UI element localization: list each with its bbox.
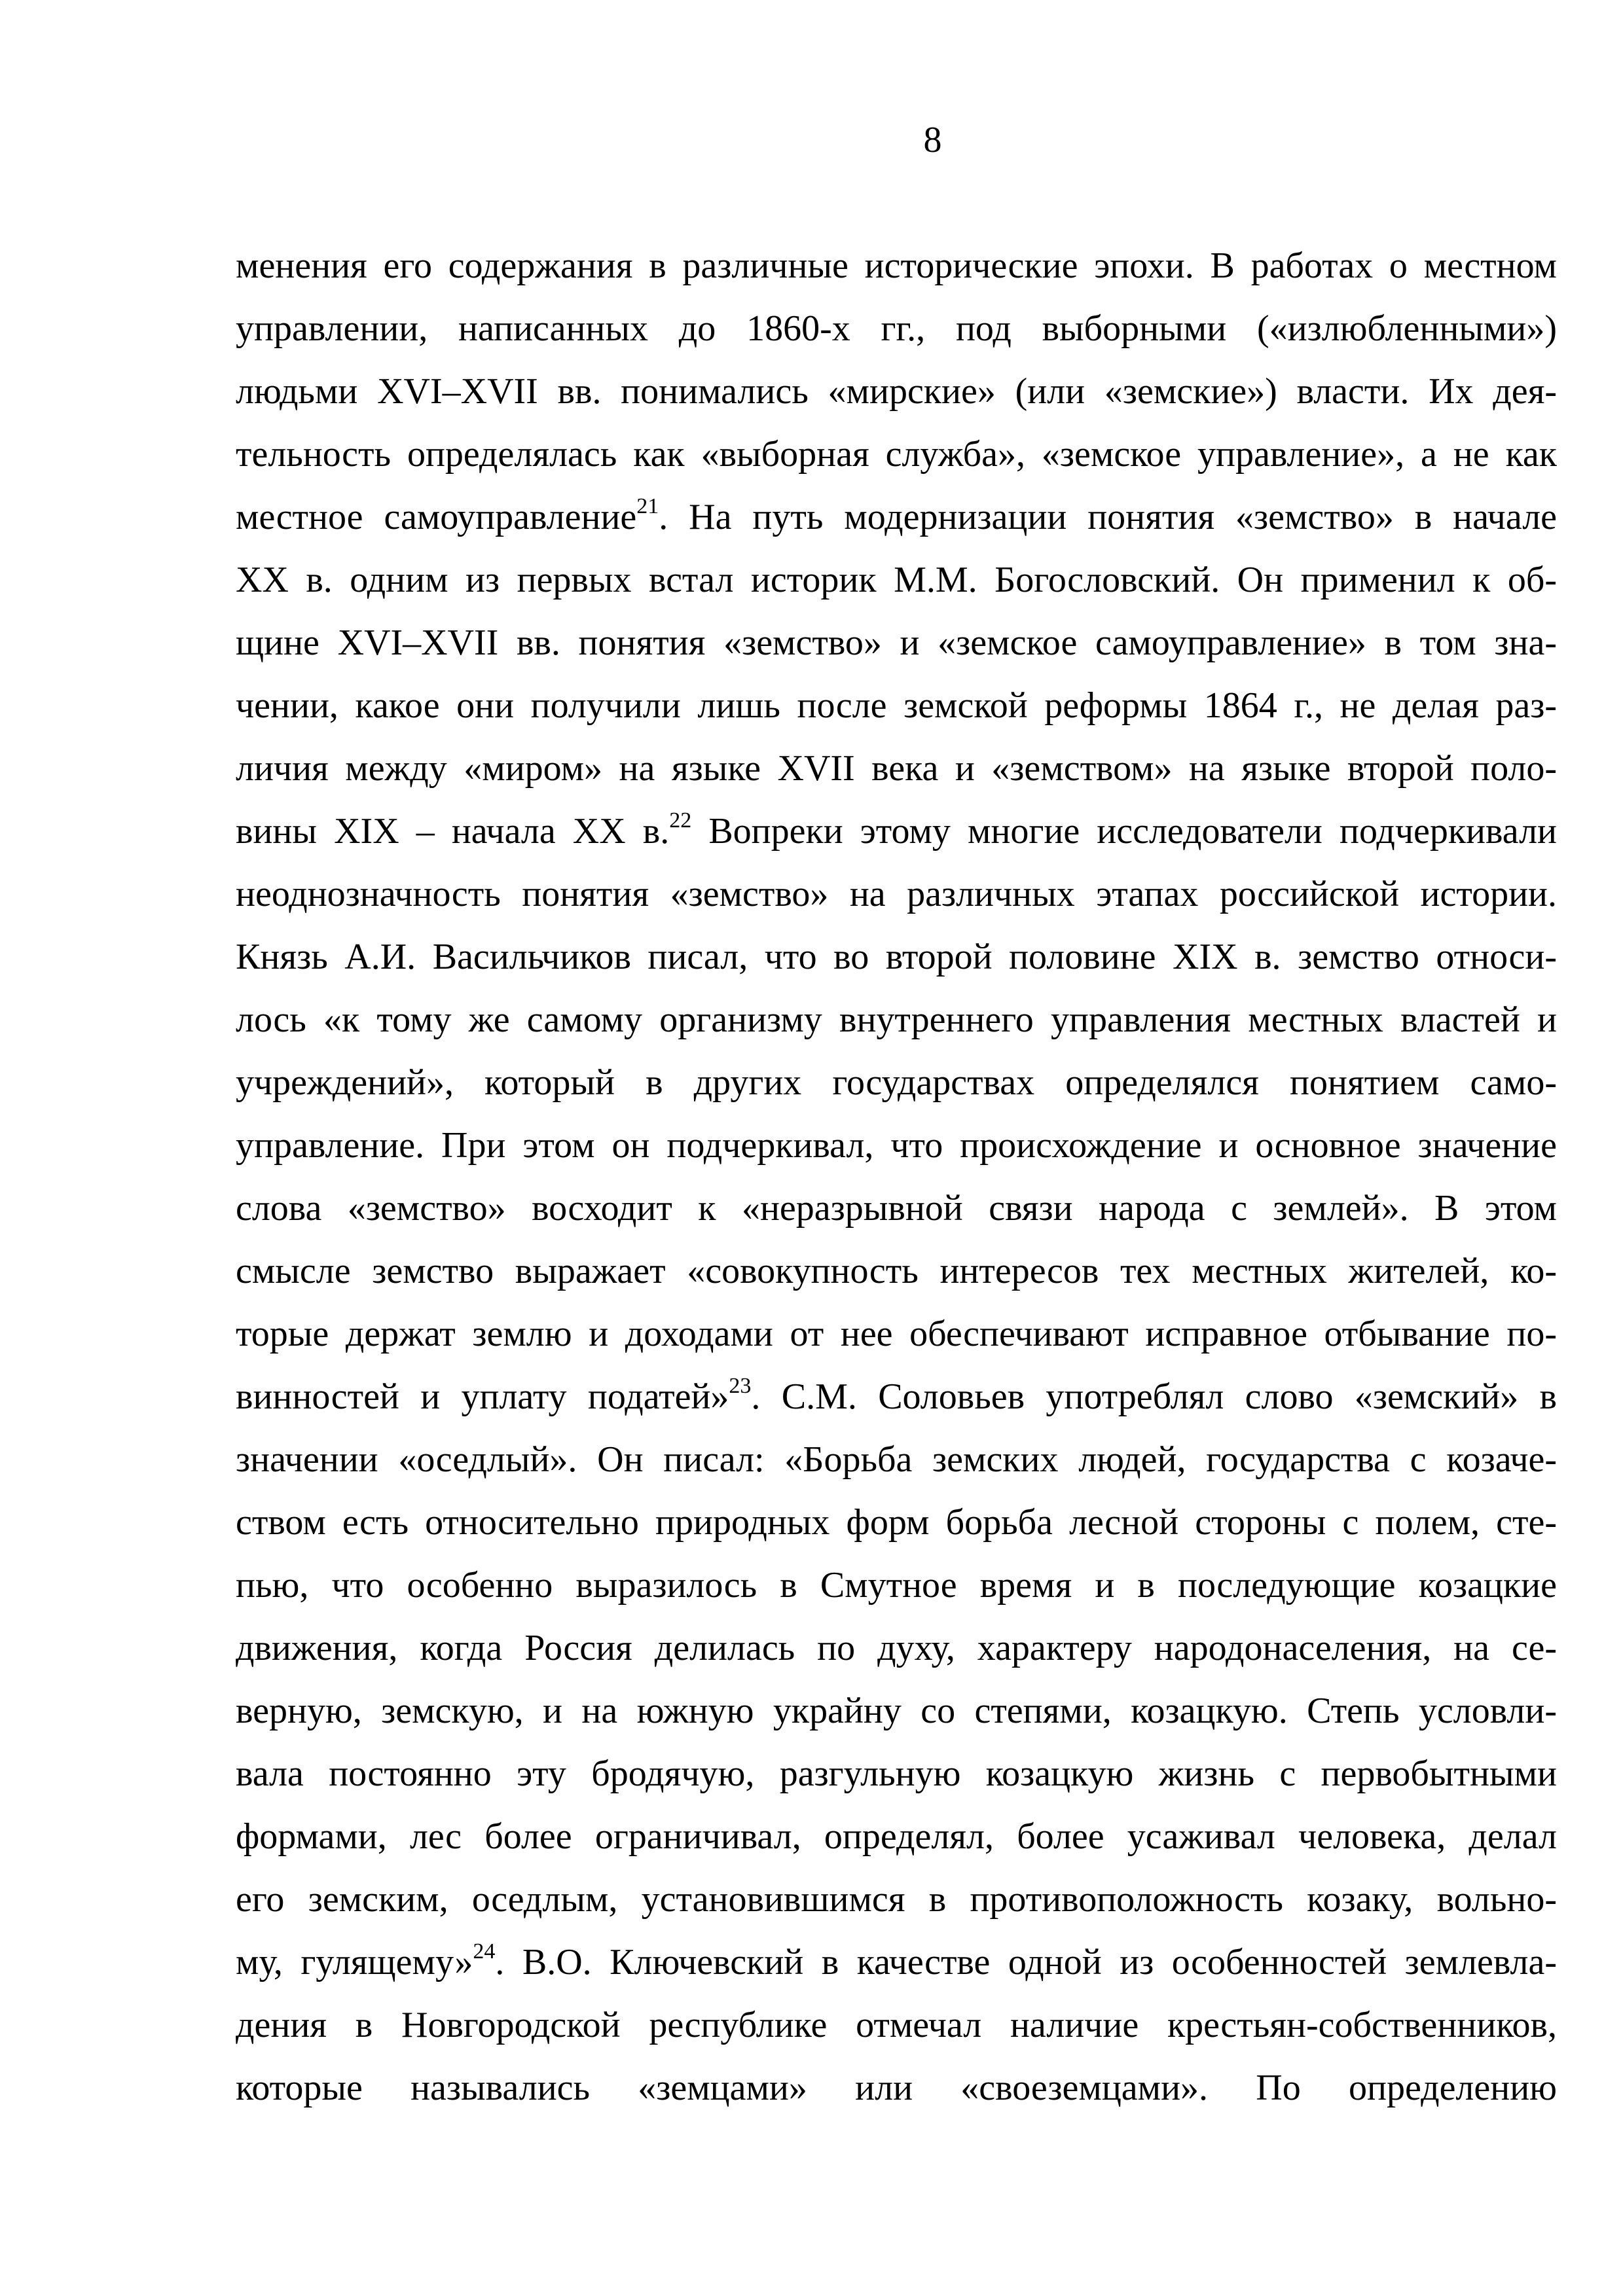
text-line bbox=[236, 1994, 1557, 2056]
text-segment: щине XVI–XVII вв. понятия «земство» и «земское самоуправление» в том зна- bbox=[236, 622, 1557, 663]
text-line bbox=[236, 297, 1557, 360]
text-line bbox=[236, 800, 1557, 863]
text-segment: винностей и уплату податей» bbox=[236, 1376, 729, 1417]
text-line bbox=[236, 423, 1557, 486]
footnote-ref: 22 bbox=[669, 808, 692, 833]
text-line bbox=[236, 1365, 1557, 1428]
text-line bbox=[236, 674, 1557, 737]
text-segment: вины XIX – начала XX в. bbox=[236, 811, 670, 852]
text-segment: тельность определялась как «выборная служба», «земское управление», а не как bbox=[236, 434, 1557, 475]
footnote-ref: 23 bbox=[729, 1374, 752, 1398]
text-segment: чении, какое они получили лишь после земской реформы 1864 г., не делая раз- bbox=[236, 685, 1557, 726]
footnote-ref: 21 bbox=[636, 494, 659, 518]
text-segment: неоднозначность понятия «земство» на различных этапах российской истории. bbox=[236, 874, 1557, 914]
text-line bbox=[236, 737, 1557, 800]
text-segment: личия между «миром» на языке XVII века и «земством» на языке второй поло- bbox=[236, 748, 1557, 789]
text-segment: управление. При этом он подчеркивал, что происхождение и основное значение bbox=[236, 1125, 1557, 1166]
text-line bbox=[236, 486, 1557, 548]
text-segment: XX в. одним из первых встал историк М.М. Богословский. Он применил к об- bbox=[236, 560, 1557, 600]
text-line bbox=[236, 1805, 1557, 1868]
text-segment: местное самоуправление bbox=[236, 497, 637, 537]
text-line bbox=[236, 925, 1557, 988]
text-line bbox=[236, 1177, 1557, 1240]
text-segment: учреждений», который в других государствах определялся понятием само- bbox=[236, 1062, 1557, 1103]
text-segment: му, гулящему» bbox=[236, 1942, 473, 1982]
footnote-ref: 24 bbox=[473, 1939, 496, 1964]
text-segment: смысле земство выражает «совокупность интересов тех местных жителей, ко- bbox=[236, 1251, 1557, 1291]
text-line bbox=[236, 1051, 1557, 1114]
text-line bbox=[236, 611, 1557, 674]
text-line bbox=[236, 548, 1557, 611]
text-segment: которые назывались «земцами» или «своеземцами». По определению bbox=[236, 2068, 1557, 2108]
text-line bbox=[236, 1679, 1557, 1742]
text-segment: ством есть относительно природных форм борьба лесной стороны с полем, сте- bbox=[236, 1502, 1557, 1543]
text-segment: лось «к тому же самому организму внутреннего управления местных властей и bbox=[236, 999, 1557, 1040]
page-number: 8 bbox=[923, 120, 942, 160]
text-line bbox=[236, 1302, 1557, 1365]
text-segment: верную, земскую, и на южную украйну со степями, козацкую. Степь условли- bbox=[236, 1691, 1557, 1731]
text-line bbox=[236, 988, 1557, 1051]
text-line bbox=[236, 360, 1557, 423]
text-line bbox=[236, 863, 1557, 925]
text-segment: . С.М. Соловьев употреблял слово «земский» в bbox=[751, 1376, 1558, 1417]
text-line bbox=[236, 1742, 1557, 1805]
text-segment: движения, когда Россия делилась по духу, характеру народонаселения, на се- bbox=[236, 1628, 1557, 1668]
text-line bbox=[236, 1240, 1557, 1302]
text-segment: пью, что особенно выразилось в Смутное время и в последующие козацкие bbox=[236, 1565, 1557, 1605]
text-line bbox=[236, 1931, 1557, 1994]
text-line bbox=[236, 1617, 1557, 1679]
text-segment: торые держат землю и доходами от нее обеспечивают исправное отбывание по- bbox=[236, 1314, 1557, 1354]
text-segment: . На путь модернизации понятия «земство» в начале bbox=[659, 497, 1557, 537]
body-text bbox=[236, 234, 1557, 2119]
text-segment: управлении, написанных до 1860-х гг., под выборными («излюбленными») bbox=[236, 308, 1557, 349]
text-segment: людьми XVI–XVII вв. понимались «мирские» (или «земские») власти. Их дея- bbox=[236, 371, 1557, 412]
text-segment: слова «земство» восходит к «неразрывной связи народа с землей». В этом bbox=[236, 1188, 1557, 1229]
text-segment: его земским, оседлым, установившимся в противоположность козаку, вольно- bbox=[236, 1879, 1557, 1920]
text-line bbox=[236, 1554, 1557, 1617]
text-line bbox=[236, 1114, 1557, 1177]
text-segment: менения его содержания в различные исторические эпохи. В работах о местном bbox=[236, 245, 1557, 286]
text-segment: дения в Новгородской республике отмечал наличие крестьян-собственников, bbox=[236, 2005, 1557, 2045]
text-line bbox=[236, 234, 1557, 297]
text-segment: значении «оседлый». Он писал: «Борьба земских людей, государства с козаче- bbox=[236, 1439, 1557, 1480]
text-line bbox=[236, 1868, 1557, 1931]
text-line bbox=[236, 1428, 1557, 1491]
text-segment: формами, лес более ограничивал, определял, более усаживал человека, делал bbox=[236, 1816, 1557, 1857]
text-segment: Князь А.И. Васильчиков писал, что во второй половине XIX в. земство относи- bbox=[236, 937, 1557, 977]
text-segment: вала постоянно эту бродячую, разгульную козацкую жизнь с первобытными bbox=[236, 1753, 1557, 1794]
text-line bbox=[236, 1491, 1557, 1554]
text-line bbox=[236, 2056, 1557, 2119]
text-segment: . В.О. Ключевский в качестве одной из особенностей землевла- bbox=[495, 1942, 1557, 1982]
text-segment: Вопреки этому многие исследователи подчеркивали bbox=[691, 811, 1557, 852]
